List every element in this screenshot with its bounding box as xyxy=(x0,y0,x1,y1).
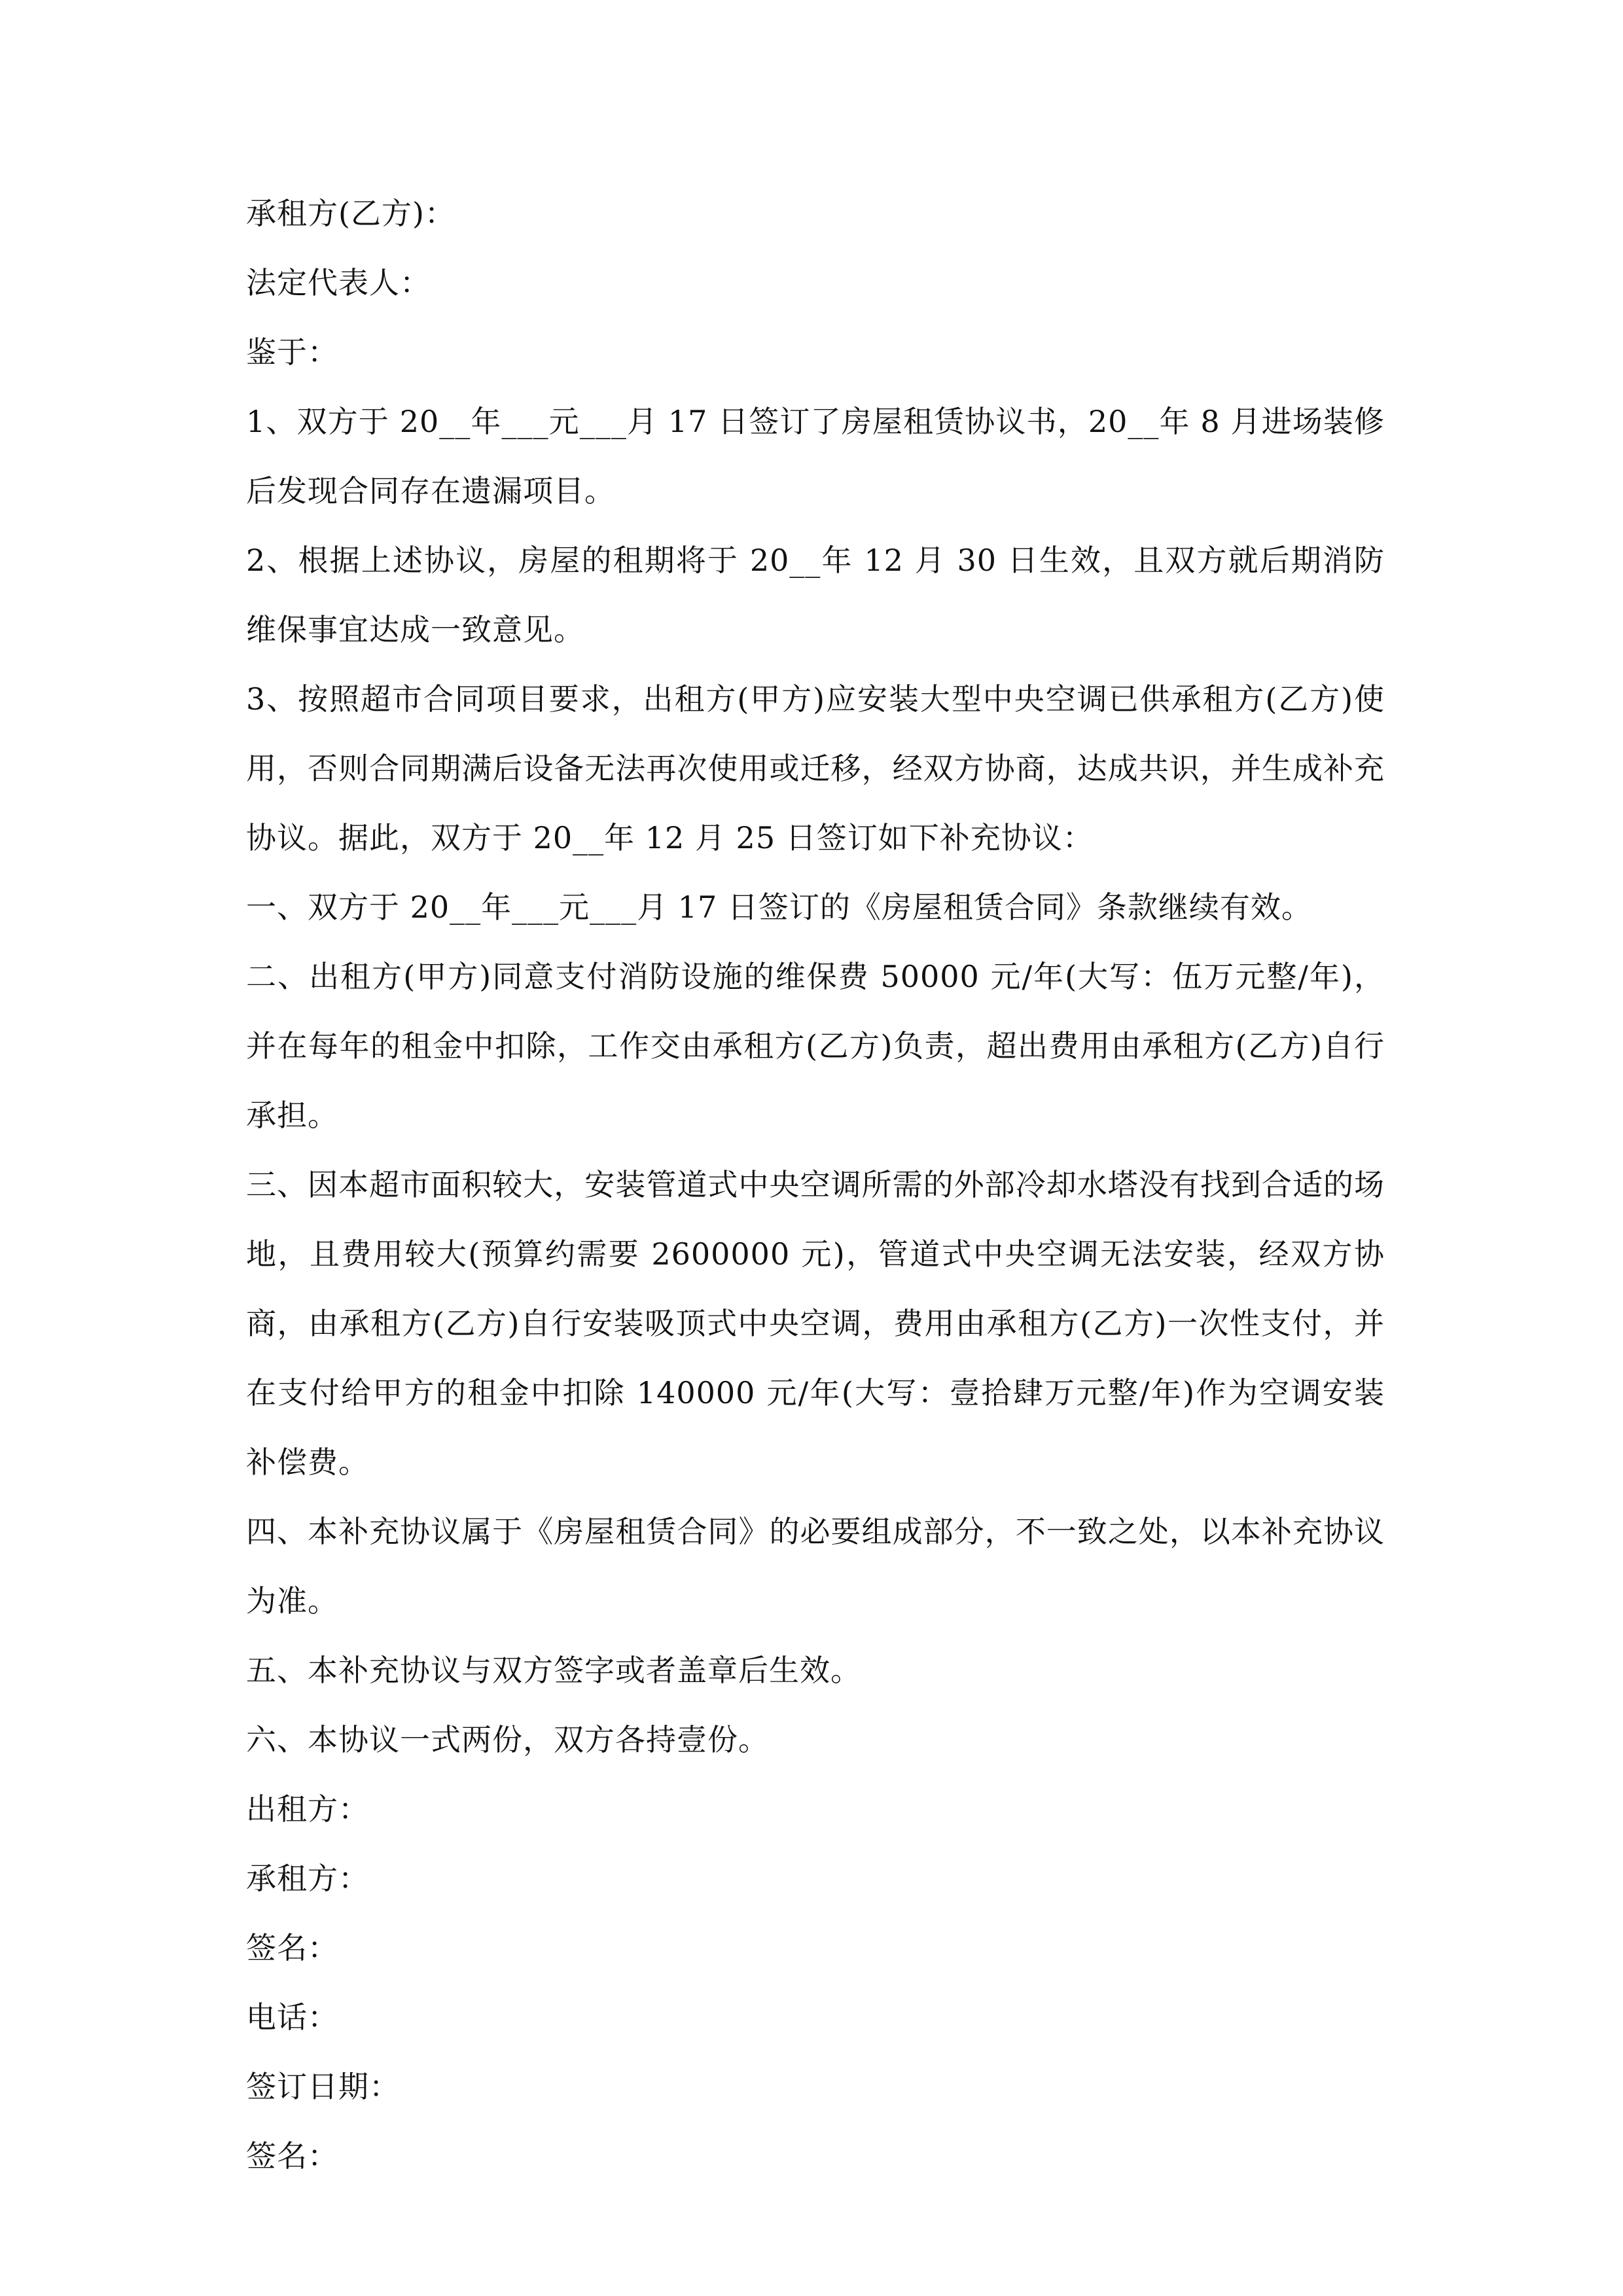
document-body xyxy=(246,196,1385,2208)
clause-3: 三、因本超市面积较大，安装管道式中央空调所需的外部冷却水塔没有找到合适的场地，且费用较大(预算约需要 2600000 元)，管道式中央空调无法安装，经双方协商，由承租方(乙方)自行安装吸顶式中央空调，费用由承租方(乙方)一次性支付，并在支付给甲方的租金中扣除 140000 元/年(大写：壹拾肆万元整/年)作为空调安装补偿费。 xyxy=(246,1167,1385,1480)
lessee-label: 承租方(乙方)： xyxy=(246,196,455,231)
clause-4: 四、本补充协议属于《房屋租赁合同》的必要组成部分，不一致之处，以本补充协议为准。 xyxy=(246,1514,1385,1619)
phone-label: 电话： xyxy=(246,2000,338,2035)
recital-3: 3、按照超市合同项目要求，出租方(甲方)应安装大型中央空调已供承租方(乙方)使用，否则合同期满后设备无法再次使用或迁移，经双方协商，达成共识，并生成补充协议。据此，双方于 20__年 12 月 25 日签订如下补充协议： xyxy=(246,681,1385,855)
signature-label-2: 签名： xyxy=(246,2138,338,2174)
clause-6: 六、本协议一式两份，双方各持壹份。 xyxy=(246,1722,769,1757)
clause-5: 五、本补充协议与双方签字或者盖章后生效。 xyxy=(246,1653,861,1688)
legal-representative-label: 法定代表人： xyxy=(246,265,431,300)
recital-2: 2、根据上述协议，房屋的租期将于 20__年 12 月 30 日生效，且双方就后期消防维保事宜达成一致意见。 xyxy=(246,543,1385,647)
recital-1: 1、双方于 20__年___元___月 17 日签订了房屋租赁协议书，20__年 8 月进场装修后发现合同存在遗漏项目。 xyxy=(246,404,1385,509)
lessee-signature-label: 承租方： xyxy=(246,1861,369,1896)
signing-date-label: 签订日期： xyxy=(246,2069,400,2104)
whereas-heading: 鉴于： xyxy=(246,334,338,370)
signature-label: 签名： xyxy=(246,1930,338,1965)
lessor-signature-label: 出租方： xyxy=(246,1791,369,1827)
clause-1: 一、双方于 20__年___元___月 17 日签订的《房屋租赁合同》条款继续有效。 xyxy=(246,889,1312,925)
clause-2: 二、出租方(甲方)同意支付消防设施的维保费 50000 元/年(大写：伍万元整/年)，并在每年的租金中扣除，工作交由承租方(乙方)负责，超出费用由承租方(乙方)自行承担。 xyxy=(246,959,1385,1133)
